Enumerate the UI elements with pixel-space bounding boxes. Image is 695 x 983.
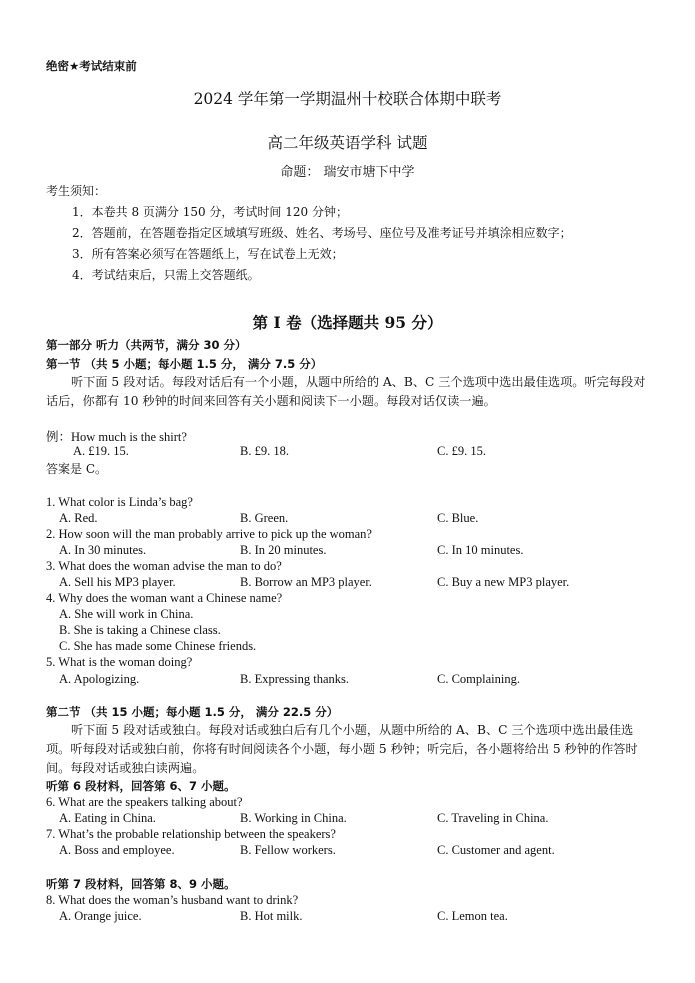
option-b: B. Hot milk. — [240, 909, 303, 923]
note-item: 1．本卷共 8 页满分 150 分，考试时间 120 分钟； — [72, 205, 348, 219]
example-option-b: B. £9. 18. — [240, 444, 289, 458]
subsection2-heading: 第二节 （共 15 小题；每小题 1.5 分， 满分 22.5 分） — [46, 705, 339, 719]
notes-heading: 考生须知： — [46, 184, 107, 198]
option-a: A. Apologizing. — [59, 672, 140, 686]
question: 2. How soon will the man probably arrive to pick up the woman? — [46, 527, 372, 541]
question: 8. What does the woman’s husband want to drink? — [46, 893, 299, 907]
subsection1-heading: 第一节 （共 5 小题；每小题 1.5 分， 满分 7.5 分） — [46, 357, 323, 371]
option-b: B. Expressing thanks. — [240, 672, 350, 686]
option-b: B. She is taking a Chinese class. — [59, 623, 221, 637]
option-c: C. Buy a new MP3 player. — [437, 575, 570, 589]
example-option-c: C. £9. 15. — [437, 444, 486, 458]
note-item: 3．所有答案必须写在答题纸上，写在试卷上无效； — [72, 247, 344, 261]
exam-subtitle: 高二年级英语学科 试题 — [267, 134, 428, 152]
option-a: A. Boss and employee. — [59, 843, 175, 857]
question: 4. Why does the woman want a Chinese name? — [46, 591, 283, 605]
exam-title: 2024 学年第一学期温州十校联合体期中联考 — [193, 90, 502, 108]
option-b: B. Green. — [240, 511, 289, 525]
exam-author: 命题： 瑞安市塘下中学 — [280, 165, 415, 180]
question: 7. What’s the probable relationship between the speakers? — [46, 827, 336, 841]
note-item: 2．答题前，在答题卷指定区域填写班级、姓名、考场号、座位号及准考证号并填涂相应数字； — [72, 226, 572, 240]
option-b: B. Working in China. — [240, 811, 347, 825]
option-a: A. She will work in China. — [59, 607, 194, 621]
confidential-label: 绝密★考试结束前 — [46, 59, 137, 73]
option-c: C. Traveling in China. — [437, 811, 549, 825]
example-question: 例：How much is the shirt? — [46, 430, 187, 444]
subsection1-instructions: 听下面 5 段对话。每段对话后有一个小题，从题中所给的 A、B、C 三个选项中选出最佳选项。听完每段对话后，你都有 10 秒钟的时间来回答有关小题和阅读下一小题。每段对话仅读一遍。 — [46, 375, 646, 408]
option-a: A. Sell his MP3 player. — [59, 575, 176, 589]
option-a: A. Eating in China. — [59, 811, 156, 825]
question: 1. What color is Linda’s bag? — [46, 495, 193, 509]
option-b: B. Borrow an MP3 player. — [240, 575, 372, 589]
option-c: C. She has made some Chinese friends. — [59, 639, 257, 653]
option-a: A. Orange juice. — [59, 909, 142, 923]
option-c: C. Customer and agent. — [437, 843, 555, 857]
option-a: A. Red. — [59, 511, 98, 525]
question: 6. What are the speakers talking about? — [46, 795, 243, 809]
note-item: 4．考试结束后，只需上交答题纸。 — [72, 268, 260, 282]
option-c: C. Complaining. — [437, 672, 520, 686]
section-heading: 第一部分 听力（共两节，满分 30 分） — [46, 338, 247, 352]
question: 5. What is the woman doing? — [46, 655, 193, 669]
material-heading: 听第 7 段材料，回答第 8、9 小题。 — [46, 877, 236, 891]
subsection2-instructions: 听下面 5 段对话或独白。每段对话或独白后有几个小题，从题中所给的 A、B、C 三个选项中选出最佳选项。听每段对话或独白前，你将有时间阅读各个小题，每小题 5 秒钟；听完后，各小题将给出 5 秒钟的作答时间。每段对话或独白读两遍。 — [46, 723, 638, 775]
example-option-a: A. £19. 15. — [73, 444, 129, 458]
question: 3. What does the woman advise the man to do? — [46, 559, 282, 573]
option-c: C. In 10 minutes. — [437, 543, 524, 557]
option-b: B. In 20 minutes. — [240, 543, 327, 557]
example-answer: 答案是 C。 — [46, 462, 107, 476]
option-c: C. Lemon tea. — [437, 909, 508, 923]
material-heading: 听第 6 段材料，回答第 6、7 小题。 — [46, 779, 236, 793]
part-title: 第 I 卷（选择题共 95 分） — [252, 313, 443, 332]
option-b: B. Fellow workers. — [240, 843, 336, 857]
option-c: C. Blue. — [437, 511, 479, 525]
option-a: A. In 30 minutes. — [59, 543, 147, 557]
